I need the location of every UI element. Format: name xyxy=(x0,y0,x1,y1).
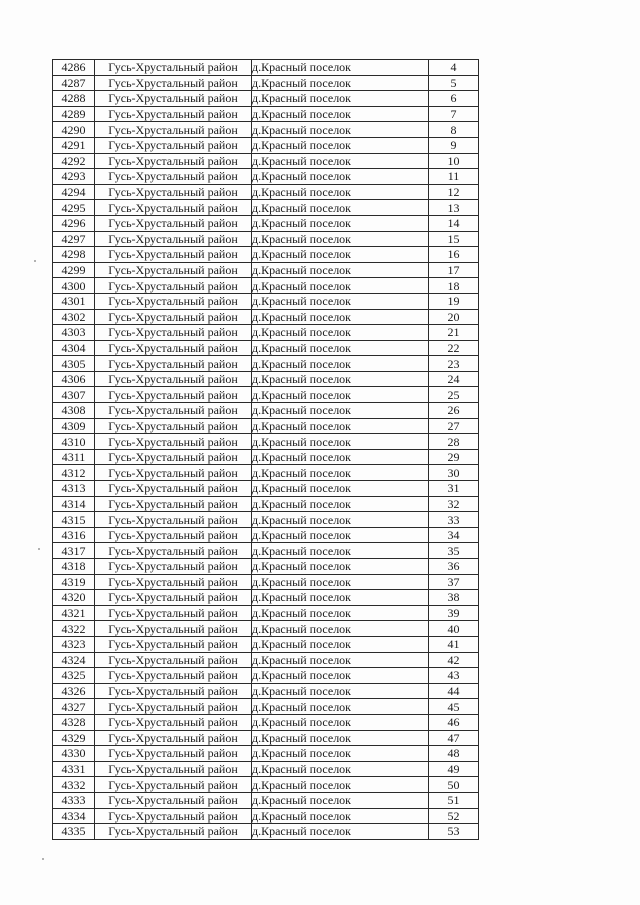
table-row xyxy=(53,137,479,153)
cell-record-number: 4310 xyxy=(53,434,95,450)
cell-house-number: 35 xyxy=(429,543,479,559)
cell-house-number: 31 xyxy=(429,481,479,497)
table-row xyxy=(53,122,479,138)
table-row xyxy=(53,761,479,777)
table-row xyxy=(53,559,479,575)
cell-record-number: 4317 xyxy=(53,543,95,559)
cell-locality: д.Красный поселок xyxy=(252,325,429,341)
cell-district: Гусь-Хрустальный район xyxy=(95,746,252,762)
cell-house-number: 40 xyxy=(429,621,479,637)
cell-locality: д.Красный поселок xyxy=(252,543,429,559)
cell-record-number: 4287 xyxy=(53,75,95,91)
table-row xyxy=(53,512,479,528)
cell-record-number: 4305 xyxy=(53,356,95,372)
cell-record-number: 4297 xyxy=(53,231,95,247)
cell-record-number: 4294 xyxy=(53,184,95,200)
cell-district: Гусь-Хрустальный район xyxy=(95,512,252,528)
table-row xyxy=(53,652,479,668)
cell-house-number: 24 xyxy=(429,371,479,387)
cell-record-number: 4314 xyxy=(53,496,95,512)
cell-locality: д.Красный поселок xyxy=(252,340,429,356)
cell-record-number: 4324 xyxy=(53,652,95,668)
cell-locality: д.Красный поселок xyxy=(252,449,429,465)
cell-record-number: 4308 xyxy=(53,403,95,419)
table-row xyxy=(53,777,479,793)
cell-locality: д.Красный поселок xyxy=(252,730,429,746)
cell-district: Гусь-Хрустальный район xyxy=(95,699,252,715)
cell-district: Гусь-Хрустальный район xyxy=(95,668,252,684)
cell-house-number: 15 xyxy=(429,231,479,247)
cell-district: Гусь-Хрустальный район xyxy=(95,200,252,216)
table-row xyxy=(53,621,479,637)
cell-record-number: 4302 xyxy=(53,309,95,325)
cell-district: Гусь-Хрустальный район xyxy=(95,169,252,185)
cell-record-number: 4321 xyxy=(53,605,95,621)
table-row xyxy=(53,527,479,543)
cell-house-number: 7 xyxy=(429,106,479,122)
cell-record-number: 4296 xyxy=(53,215,95,231)
table-row xyxy=(53,543,479,559)
cell-record-number: 4304 xyxy=(53,340,95,356)
cell-locality: д.Красный поселок xyxy=(252,668,429,684)
cell-house-number: 25 xyxy=(429,387,479,403)
cell-district: Гусь-Хрустальный район xyxy=(95,356,252,372)
cell-record-number: 4292 xyxy=(53,153,95,169)
cell-house-number: 4 xyxy=(429,60,479,76)
cell-district: Гусь-Хрустальный район xyxy=(95,403,252,419)
cell-district: Гусь-Хрустальный район xyxy=(95,60,252,76)
cell-district: Гусь-Хрустальный район xyxy=(95,636,252,652)
cell-record-number: 4289 xyxy=(53,106,95,122)
table-row xyxy=(53,75,479,91)
cell-locality: д.Красный поселок xyxy=(252,60,429,76)
cell-locality: д.Красный поселок xyxy=(252,465,429,481)
cell-record-number: 4307 xyxy=(53,387,95,403)
cell-house-number: 5 xyxy=(429,75,479,91)
table-row xyxy=(53,231,479,247)
table-row xyxy=(53,574,479,590)
cell-district: Гусь-Хрустальный район xyxy=(95,761,252,777)
cell-district: Гусь-Хрустальный район xyxy=(95,824,252,840)
cell-district: Гусь-Хрустальный район xyxy=(95,215,252,231)
cell-house-number: 38 xyxy=(429,590,479,606)
table-row xyxy=(53,418,479,434)
cell-locality: д.Красный поселок xyxy=(252,434,429,450)
cell-house-number: 33 xyxy=(429,512,479,528)
cell-district: Гусь-Хрустальный район xyxy=(95,527,252,543)
cell-record-number: 4334 xyxy=(53,808,95,824)
cell-district: Гусь-Хрустальный район xyxy=(95,730,252,746)
cell-record-number: 4326 xyxy=(53,683,95,699)
cell-house-number: 43 xyxy=(429,668,479,684)
cell-record-number: 4295 xyxy=(53,200,95,216)
cell-house-number: 45 xyxy=(429,699,479,715)
cell-locality: д.Красный поселок xyxy=(252,636,429,652)
cell-district: Гусь-Хрустальный район xyxy=(95,434,252,450)
cell-house-number: 22 xyxy=(429,340,479,356)
cell-house-number: 44 xyxy=(429,683,479,699)
cell-district: Гусь-Хрустальный район xyxy=(95,153,252,169)
cell-locality: д.Красный поселок xyxy=(252,512,429,528)
table-row xyxy=(53,449,479,465)
cell-house-number: 28 xyxy=(429,434,479,450)
table-row xyxy=(53,293,479,309)
cell-record-number: 4288 xyxy=(53,91,95,107)
cell-house-number: 42 xyxy=(429,652,479,668)
scan-speck xyxy=(42,858,44,860)
cell-locality: д.Красный поселок xyxy=(252,824,429,840)
table-row xyxy=(53,200,479,216)
cell-locality: д.Красный поселок xyxy=(252,231,429,247)
address-registry-table xyxy=(52,59,479,840)
cell-record-number: 4328 xyxy=(53,714,95,730)
cell-locality: д.Красный поселок xyxy=(252,309,429,325)
cell-locality: д.Красный поселок xyxy=(252,559,429,575)
cell-record-number: 4303 xyxy=(53,325,95,341)
cell-house-number: 37 xyxy=(429,574,479,590)
cell-district: Гусь-Хрустальный район xyxy=(95,792,252,808)
cell-district: Гусь-Хрустальный район xyxy=(95,278,252,294)
cell-house-number: 17 xyxy=(429,262,479,278)
cell-record-number: 4309 xyxy=(53,418,95,434)
cell-district: Гусь-Хрустальный район xyxy=(95,231,252,247)
table-row xyxy=(53,636,479,652)
cell-record-number: 4312 xyxy=(53,465,95,481)
cell-locality: д.Красный поселок xyxy=(252,215,429,231)
cell-house-number: 30 xyxy=(429,465,479,481)
cell-record-number: 4318 xyxy=(53,559,95,575)
cell-district: Гусь-Хрустальный район xyxy=(95,309,252,325)
cell-house-number: 20 xyxy=(429,309,479,325)
cell-locality: д.Красный поселок xyxy=(252,200,429,216)
cell-district: Гусь-Хрустальный район xyxy=(95,652,252,668)
table-row xyxy=(53,340,479,356)
cell-house-number: 6 xyxy=(429,91,479,107)
table-row xyxy=(53,699,479,715)
table-row xyxy=(53,184,479,200)
cell-house-number: 27 xyxy=(429,418,479,434)
cell-record-number: 4322 xyxy=(53,621,95,637)
table-row xyxy=(53,169,479,185)
cell-house-number: 14 xyxy=(429,215,479,231)
cell-district: Гусь-Хрустальный район xyxy=(95,387,252,403)
cell-locality: д.Красный поселок xyxy=(252,683,429,699)
table-row xyxy=(53,746,479,762)
table-row xyxy=(53,371,479,387)
cell-record-number: 4332 xyxy=(53,777,95,793)
cell-locality: д.Красный поселок xyxy=(252,527,429,543)
table-row xyxy=(53,465,479,481)
cell-district: Гусь-Хрустальный район xyxy=(95,122,252,138)
cell-house-number: 26 xyxy=(429,403,479,419)
cell-locality: д.Красный поселок xyxy=(252,122,429,138)
cell-record-number: 4330 xyxy=(53,746,95,762)
cell-locality: д.Красный поселок xyxy=(252,371,429,387)
cell-locality: д.Красный поселок xyxy=(252,387,429,403)
cell-house-number: 13 xyxy=(429,200,479,216)
cell-locality: д.Красный поселок xyxy=(252,714,429,730)
table-row xyxy=(53,730,479,746)
table-row xyxy=(53,309,479,325)
cell-locality: д.Красный поселок xyxy=(252,247,429,263)
cell-house-number: 23 xyxy=(429,356,479,372)
cell-locality: д.Красный поселок xyxy=(252,91,429,107)
cell-house-number: 46 xyxy=(429,714,479,730)
cell-record-number: 4291 xyxy=(53,137,95,153)
table-row xyxy=(53,325,479,341)
cell-record-number: 4301 xyxy=(53,293,95,309)
table-row xyxy=(53,278,479,294)
cell-locality: д.Красный поселок xyxy=(252,496,429,512)
cell-locality: д.Красный поселок xyxy=(252,808,429,824)
cell-house-number: 51 xyxy=(429,792,479,808)
cell-record-number: 4306 xyxy=(53,371,95,387)
cell-district: Гусь-Хрустальный район xyxy=(95,247,252,263)
cell-record-number: 4315 xyxy=(53,512,95,528)
cell-record-number: 4316 xyxy=(53,527,95,543)
cell-house-number: 18 xyxy=(429,278,479,294)
cell-district: Гусь-Хрустальный район xyxy=(95,481,252,497)
cell-locality: д.Красный поселок xyxy=(252,262,429,278)
cell-house-number: 41 xyxy=(429,636,479,652)
cell-district: Гусь-Хрустальный район xyxy=(95,91,252,107)
cell-record-number: 4333 xyxy=(53,792,95,808)
cell-locality: д.Красный поселок xyxy=(252,75,429,91)
table-row xyxy=(53,215,479,231)
cell-house-number: 8 xyxy=(429,122,479,138)
cell-district: Гусь-Хрустальный район xyxy=(95,184,252,200)
cell-record-number: 4311 xyxy=(53,449,95,465)
cell-record-number: 4327 xyxy=(53,699,95,715)
cell-house-number: 10 xyxy=(429,153,479,169)
cell-district: Гусь-Хрустальный район xyxy=(95,559,252,575)
cell-record-number: 4313 xyxy=(53,481,95,497)
cell-district: Гусь-Хрустальный район xyxy=(95,683,252,699)
table-row xyxy=(53,808,479,824)
cell-district: Гусь-Хрустальный район xyxy=(95,371,252,387)
cell-district: Гусь-Хрустальный район xyxy=(95,418,252,434)
cell-locality: д.Красный поселок xyxy=(252,356,429,372)
table-row xyxy=(53,387,479,403)
cell-locality: д.Красный поселок xyxy=(252,293,429,309)
cell-locality: д.Красный поселок xyxy=(252,605,429,621)
cell-house-number: 34 xyxy=(429,527,479,543)
cell-record-number: 4299 xyxy=(53,262,95,278)
cell-house-number: 21 xyxy=(429,325,479,341)
cell-locality: д.Красный поселок xyxy=(252,169,429,185)
cell-record-number: 4286 xyxy=(53,60,95,76)
cell-house-number: 12 xyxy=(429,184,479,200)
table-row xyxy=(53,496,479,512)
cell-house-number: 9 xyxy=(429,137,479,153)
cell-house-number: 53 xyxy=(429,824,479,840)
cell-locality: д.Красный поселок xyxy=(252,153,429,169)
cell-district: Гусь-Хрустальный район xyxy=(95,465,252,481)
cell-house-number: 50 xyxy=(429,777,479,793)
cell-record-number: 4335 xyxy=(53,824,95,840)
cell-district: Гусь-Хрустальный район xyxy=(95,590,252,606)
table-row xyxy=(53,714,479,730)
cell-district: Гусь-Хрустальный район xyxy=(95,262,252,278)
cell-house-number: 49 xyxy=(429,761,479,777)
cell-locality: д.Красный поселок xyxy=(252,481,429,497)
cell-district: Гусь-Хрустальный район xyxy=(95,75,252,91)
cell-record-number: 4300 xyxy=(53,278,95,294)
cell-district: Гусь-Хрустальный район xyxy=(95,574,252,590)
cell-house-number: 32 xyxy=(429,496,479,512)
table-row xyxy=(53,91,479,107)
table-row xyxy=(53,824,479,840)
cell-locality: д.Красный поселок xyxy=(252,403,429,419)
cell-house-number: 52 xyxy=(429,808,479,824)
cell-house-number: 29 xyxy=(429,449,479,465)
cell-locality: д.Красный поселок xyxy=(252,590,429,606)
cell-record-number: 4329 xyxy=(53,730,95,746)
cell-locality: д.Красный поселок xyxy=(252,278,429,294)
scan-speck xyxy=(34,260,36,262)
cell-record-number: 4331 xyxy=(53,761,95,777)
cell-record-number: 4290 xyxy=(53,122,95,138)
cell-locality: д.Красный поселок xyxy=(252,106,429,122)
table-row xyxy=(53,356,479,372)
table-row xyxy=(53,683,479,699)
cell-district: Гусь-Хрустальный район xyxy=(95,808,252,824)
cell-district: Гусь-Хрустальный район xyxy=(95,714,252,730)
table-row xyxy=(53,106,479,122)
cell-locality: д.Красный поселок xyxy=(252,699,429,715)
scan-speck xyxy=(38,548,40,550)
cell-record-number: 4325 xyxy=(53,668,95,684)
cell-district: Гусь-Хрустальный район xyxy=(95,137,252,153)
cell-house-number: 39 xyxy=(429,605,479,621)
cell-locality: д.Красный поселок xyxy=(252,652,429,668)
cell-house-number: 36 xyxy=(429,559,479,575)
table-row xyxy=(53,668,479,684)
cell-district: Гусь-Хрустальный район xyxy=(95,325,252,341)
cell-house-number: 16 xyxy=(429,247,479,263)
cell-house-number: 19 xyxy=(429,293,479,309)
cell-record-number: 4319 xyxy=(53,574,95,590)
cell-locality: д.Красный поселок xyxy=(252,621,429,637)
cell-locality: д.Красный поселок xyxy=(252,137,429,153)
cell-district: Гусь-Хрустальный район xyxy=(95,543,252,559)
cell-record-number: 4293 xyxy=(53,169,95,185)
cell-district: Гусь-Хрустальный район xyxy=(95,449,252,465)
cell-house-number: 48 xyxy=(429,746,479,762)
cell-locality: д.Красный поселок xyxy=(252,574,429,590)
cell-locality: д.Красный поселок xyxy=(252,746,429,762)
cell-locality: д.Красный поселок xyxy=(252,184,429,200)
table-row xyxy=(53,481,479,497)
cell-district: Гусь-Хрустальный район xyxy=(95,605,252,621)
table-row xyxy=(53,434,479,450)
table-row xyxy=(53,605,479,621)
cell-district: Гусь-Хрустальный район xyxy=(95,496,252,512)
cell-house-number: 11 xyxy=(429,169,479,185)
table-row xyxy=(53,153,479,169)
cell-district: Гусь-Хрустальный район xyxy=(95,621,252,637)
table-row xyxy=(53,247,479,263)
cell-district: Гусь-Хрустальный район xyxy=(95,293,252,309)
table-row xyxy=(53,60,479,76)
cell-record-number: 4320 xyxy=(53,590,95,606)
table-row xyxy=(53,590,479,606)
cell-house-number: 47 xyxy=(429,730,479,746)
cell-locality: д.Красный поселок xyxy=(252,792,429,808)
table-body xyxy=(53,60,479,840)
cell-locality: д.Красный поселок xyxy=(252,761,429,777)
cell-locality: д.Красный поселок xyxy=(252,418,429,434)
cell-district: Гусь-Хрустальный район xyxy=(95,106,252,122)
cell-locality: д.Красный поселок xyxy=(252,777,429,793)
cell-record-number: 4298 xyxy=(53,247,95,263)
table-row xyxy=(53,403,479,419)
cell-district: Гусь-Хрустальный район xyxy=(95,340,252,356)
table-row xyxy=(53,792,479,808)
cell-record-number: 4323 xyxy=(53,636,95,652)
cell-district: Гусь-Хрустальный район xyxy=(95,777,252,793)
table-row xyxy=(53,262,479,278)
